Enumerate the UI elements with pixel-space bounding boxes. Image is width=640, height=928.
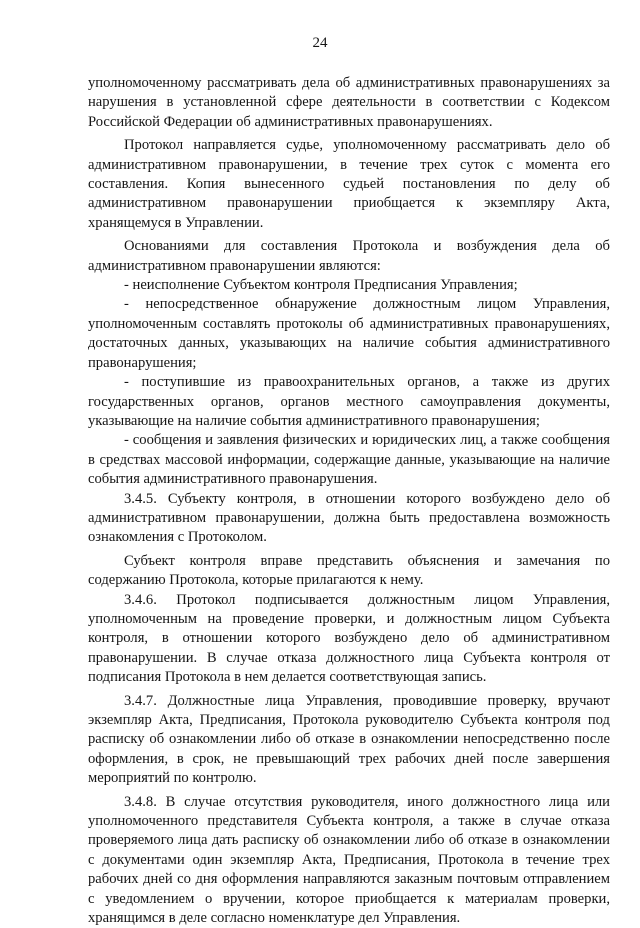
document-body <box>88 74 610 928</box>
paragraph-continuation: уполномоченному рассматривать дела об административных правонарушениях за нарушения в установленной сфере деятельности в соответствии с Кодексом Российской Федерации об административных правонарушениях. <box>88 75 610 130</box>
list-item-ground-2: - непосредственное обнаружение должностным лицом Управления, уполномоченным составлять протоколы об административных правонарушениях, достаточных данных, указывающих на наличие события административного правонарушения; <box>88 296 610 371</box>
list-item-ground-3: - поступившие из правоохранительных органов, а также из других государственных органов, органов местного самоуправления документы, указывающие на наличие события административного правонарушения; <box>88 374 610 429</box>
list-item-ground-1: - неисполнение Субъектом контроля Предписания Управления; <box>124 277 518 294</box>
clause-3-4-5: 3.4.5. Субъекту контроля, в отношении которого возбуждено дело об административном правонарушении, должна быть предоставлена возможность ознакомления с Протоколом. <box>88 490 610 546</box>
list-item-ground-4: - сообщения и заявления физических и юридических лиц, а также сообщения в средствах массовой информации, содержащие данные, указывающие на наличие события административного правонарушения. <box>88 432 610 488</box>
clause-3-4-6: 3.4.6. Протокол подписывается должностным лицом Управления, уполномоченным на проведение проверки, и должностным лицом Субъекта контроля, в отношении которого возбуждено дело об административном правонарушении. В случае отказа должностного лица Субъекта контроля от подписания Протокола в нем делается соответствующая запись. <box>88 591 610 686</box>
paragraph-protocol-sent: Протокол направляется судье, уполномоченному рассматривать дело об административном правонарушении, в течение трех суток с момента его составления. Копия вынесенного судьей постановления по делу об административном правонарушении приобщается к экземпляру Акта, хранящемуся в Управлении. <box>88 137 610 231</box>
paragraph-explanations: Субъект контроля вправе представить объяснения и замечания по содержанию Протокола, которые прилагаются к нему. <box>88 552 610 589</box>
paragraph-grounds-intro: Основаниями для составления Протокола и возбуждения дела об административном правонарушении являются: <box>88 238 610 274</box>
page-number: 24 <box>312 35 328 51</box>
clause-3-4-8: 3.4.8. В случае отсутствия руководителя, иного должностного лица или уполномоченного представителя Субъекта контроля, а также в случае отказа проверяемого лица дать расписку об ознакомлении либо об отказе в ознакомлении с документами один экземпляр Акта, Предписания, Протокола в течение трех рабочих дней со дня оформления направляются заказным почтовым отправлением с уведомлением о вручении, которое приобщается к материалам проверки, хранящимся в деле согласно номенклатуре дел Управления. <box>88 793 610 927</box>
clause-3-4-7: 3.4.7. Должностные лица Управления, проводившие проверку, вручают экземпляр Акта, Предписания, Протокола руководителю Субъекта контроля под расписку об ознакомлении либо об отказе в ознакомлении непосредственно после оформления, в срок, не превышающий трех рабочих дней после завершения мероприятий по контролю. <box>88 692 610 787</box>
